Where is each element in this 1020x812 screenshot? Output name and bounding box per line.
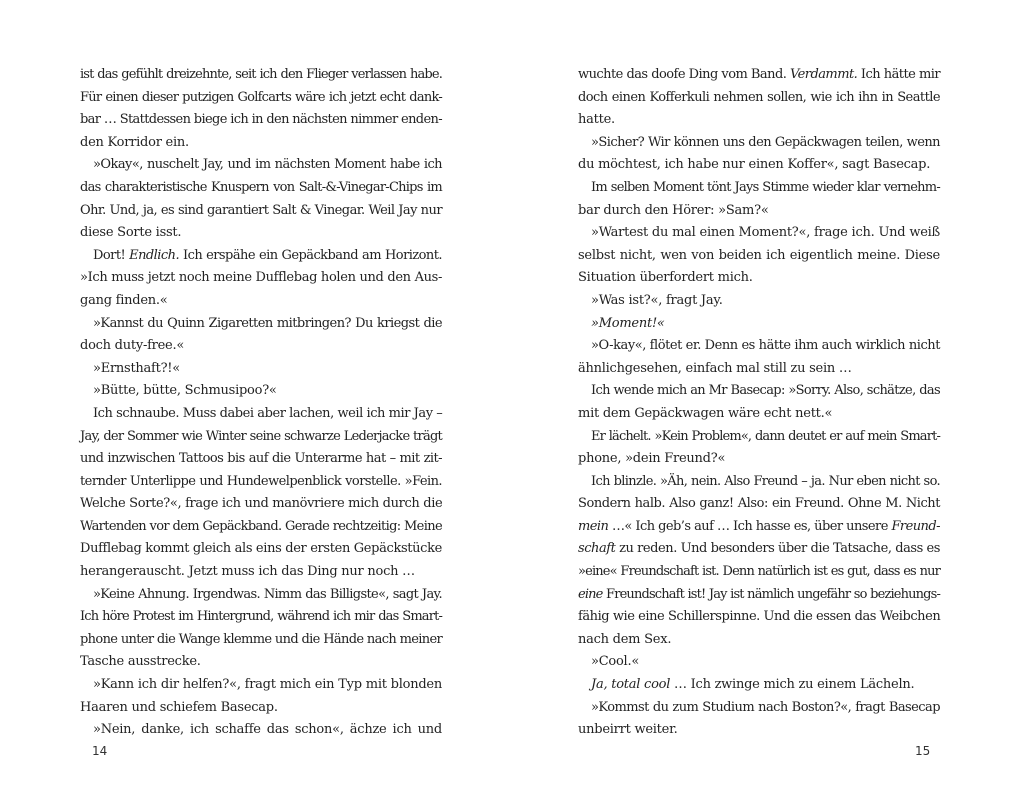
text-line: »Sicher? Wir können uns den Gepäckwagen teilen, wenn (591, 134, 940, 150)
text-segment: wuchte das doofe Ding vom Band. (578, 67, 790, 82)
text-line: Tasche ausstrecke. (80, 654, 201, 670)
text-line: phone, »dein Freund?« (578, 451, 726, 467)
text-line: selbst nicht, wen von beiden ich eigentlich meine. Diese (578, 247, 940, 263)
text-line: ähnlichgesehen, einfach mal still zu sein … (578, 360, 852, 376)
text-line: Dufflebag kommt gleich als eins der ersten Gepäckstücke (80, 541, 442, 557)
text-line: »O-kay«, flötet er. Denn es hätte ihm auch wirklich nicht (591, 338, 940, 354)
right-page-number: 15 (915, 744, 931, 758)
text-line: Er lächelt. »Kein Problem«, dann deutet er auf mein Smart- (591, 428, 940, 444)
italic-segment: eine (578, 586, 603, 602)
text-line: »Okay«, nuschelt Jay, und im nächsten Moment habe ich (93, 157, 442, 173)
italic-segment: schaft (578, 541, 616, 557)
text-line: »Kommst du zum Studium nach Boston?«, fragt Basecap (591, 699, 940, 715)
text-line: »Nein, danke, ich schaffe das schon«, ächze ich und (93, 722, 442, 738)
text-line (578, 674, 940, 697)
italic-segment: mein (578, 518, 609, 534)
text-line: bar … Stattdessen biege ich in den nächsten nimmer enden- (80, 112, 442, 128)
text-line: das charakteristische Knuspern von Salt-&-Vinegar-Chips im (80, 179, 442, 195)
text-line: gang finden.« (80, 292, 168, 308)
text-line: Welche Sorte?«, frage ich und manövriere mich durch die (80, 496, 443, 512)
text-line: Situation überfordert mich. (578, 270, 753, 286)
text-line: Ohr. Und, ja, es sind garantiert Salt & Vinegar. Weil Jay nur (80, 202, 442, 218)
text-line: bar durch den Hörer: »Sam?« (578, 202, 769, 218)
text-segment: Ich erspähe ein Gepäckband am Horizont. (179, 247, 442, 263)
text-line: doch einen Kofferkuli nehmen sollen, wie ich ihn in Seattle (578, 89, 940, 105)
text-line: ternder Unterlippe und Hundewelpenblick vorstelle. »Fein. (80, 473, 442, 489)
left-page-text (80, 64, 442, 742)
text-line: »Keine Ahnung. Irgendwas. Nimm das Billigste«, sagt Jay. (93, 586, 442, 602)
text-line: »Wartest du mal einen Moment?«, frage ich. Und weiß (591, 225, 940, 241)
text-line (578, 64, 940, 87)
text-segment: … Ich zwinge mich zu einem Lächeln. (670, 677, 915, 693)
right-page-text (578, 64, 940, 742)
text-line: ist das gefühlt dreizehnte, seit ich den Flieger verlassen habe. (80, 67, 442, 82)
text-line: Sondern halb. Also ganz! Also: ein Freund. Ohne M. Nicht (578, 496, 940, 512)
text-line: Haaren und schiefem Basecap. (80, 699, 278, 715)
italic-segment: Endlich. (129, 247, 180, 263)
left-page-number: 14 (92, 744, 108, 758)
text-segment: Ich hätte mir (857, 67, 940, 82)
italic-segment: »Moment!« (591, 315, 665, 331)
text-segment: …« Ich geb’s auf … Ich hasse es, über unsere (608, 518, 892, 534)
italic-segment: Ja, total cool (591, 677, 671, 693)
text-line: »Kannst du Quinn Zigaretten mitbringen? Du kriegst die (93, 315, 442, 331)
text-line: Ich schnaube. Muss dabei aber lachen, weil ich mir Jay – (93, 405, 443, 421)
text-line: fähig wie eine Schillerspinne. Und die essen das Weibchen (578, 609, 941, 625)
text-line: Jay, der Sommer wie Winter seine schwarze Lederjacke trägt (80, 428, 442, 444)
text-segment: Freundschaft ist! Jay ist nämlich ungefähr so beziehungs- (602, 586, 940, 602)
text-segment: zu reden. Und besonders über die Tatsache, dass es (615, 541, 940, 557)
text-line (578, 584, 940, 607)
text-line: Ich höre Protest im Hintergrund, während ich mir das Smart- (80, 609, 442, 625)
text-line: doch duty-free.« (80, 338, 185, 354)
text-line (578, 538, 940, 561)
text-line: Ich wende mich an Mr Basecap: »Sorry. Also, schätze, das (591, 383, 940, 399)
text-line: nach dem Sex. (578, 631, 672, 647)
text-line: »Cool.« (591, 654, 640, 670)
text-line: diese Sorte isst. (80, 225, 182, 241)
text-line: »Was ist?«, fragt Jay. (591, 292, 723, 308)
text-line: du möchtest, ich habe nur einen Koffer«, sagt Basecap. (578, 157, 931, 173)
text-line: hatte. (578, 112, 615, 128)
text-line: und inzwischen Tattoos bis auf die Unterarme hat – mit zit- (80, 451, 442, 467)
text-line: den Korridor ein. (80, 134, 189, 150)
text-line: Im selben Moment tönt Jays Stimme wieder klar vernehm- (591, 179, 940, 195)
italic-segment: Freund- (891, 518, 940, 534)
text-line: mit dem Gepäckwagen wäre echt nett.« (578, 405, 833, 421)
text-line: »Kann ich dir helfen?«, fragt mich ein Typ mit blonden (93, 677, 442, 693)
text-line: Ich blinzle. »Äh, nein. Also Freund – ja. Nur eben nicht so. (591, 473, 940, 489)
text-line: »Ernsthaft?!« (93, 360, 180, 376)
text-segment: Dort! (93, 247, 130, 263)
text-line (80, 245, 442, 268)
text-line: Wartenden vor dem Gepäckband. Gerade rechtzeitig: Meine (80, 518, 442, 534)
italic-segment: Verdammt. (790, 67, 858, 82)
text-line: herangerauscht. Jetzt muss ich das Ding nur noch … (80, 564, 415, 580)
text-line: Für einen dieser putzigen Golfcarts wäre ich jetzt echt dank- (80, 89, 442, 105)
text-line: »eine« Freundschaft ist. Denn natürlich ist es gut, dass es nur (578, 564, 940, 580)
text-line: »Bütte, bütte, Schmusipoo?« (93, 383, 277, 399)
text-line (578, 516, 940, 539)
text-line (578, 313, 940, 336)
text-line: »Ich muss jetzt noch meine Dufflebag holen und den Aus- (80, 270, 442, 286)
text-line: unbeirrt weiter. (578, 722, 678, 738)
text-line: phone unter die Wange klemme und die Hände nach meiner (80, 631, 443, 647)
